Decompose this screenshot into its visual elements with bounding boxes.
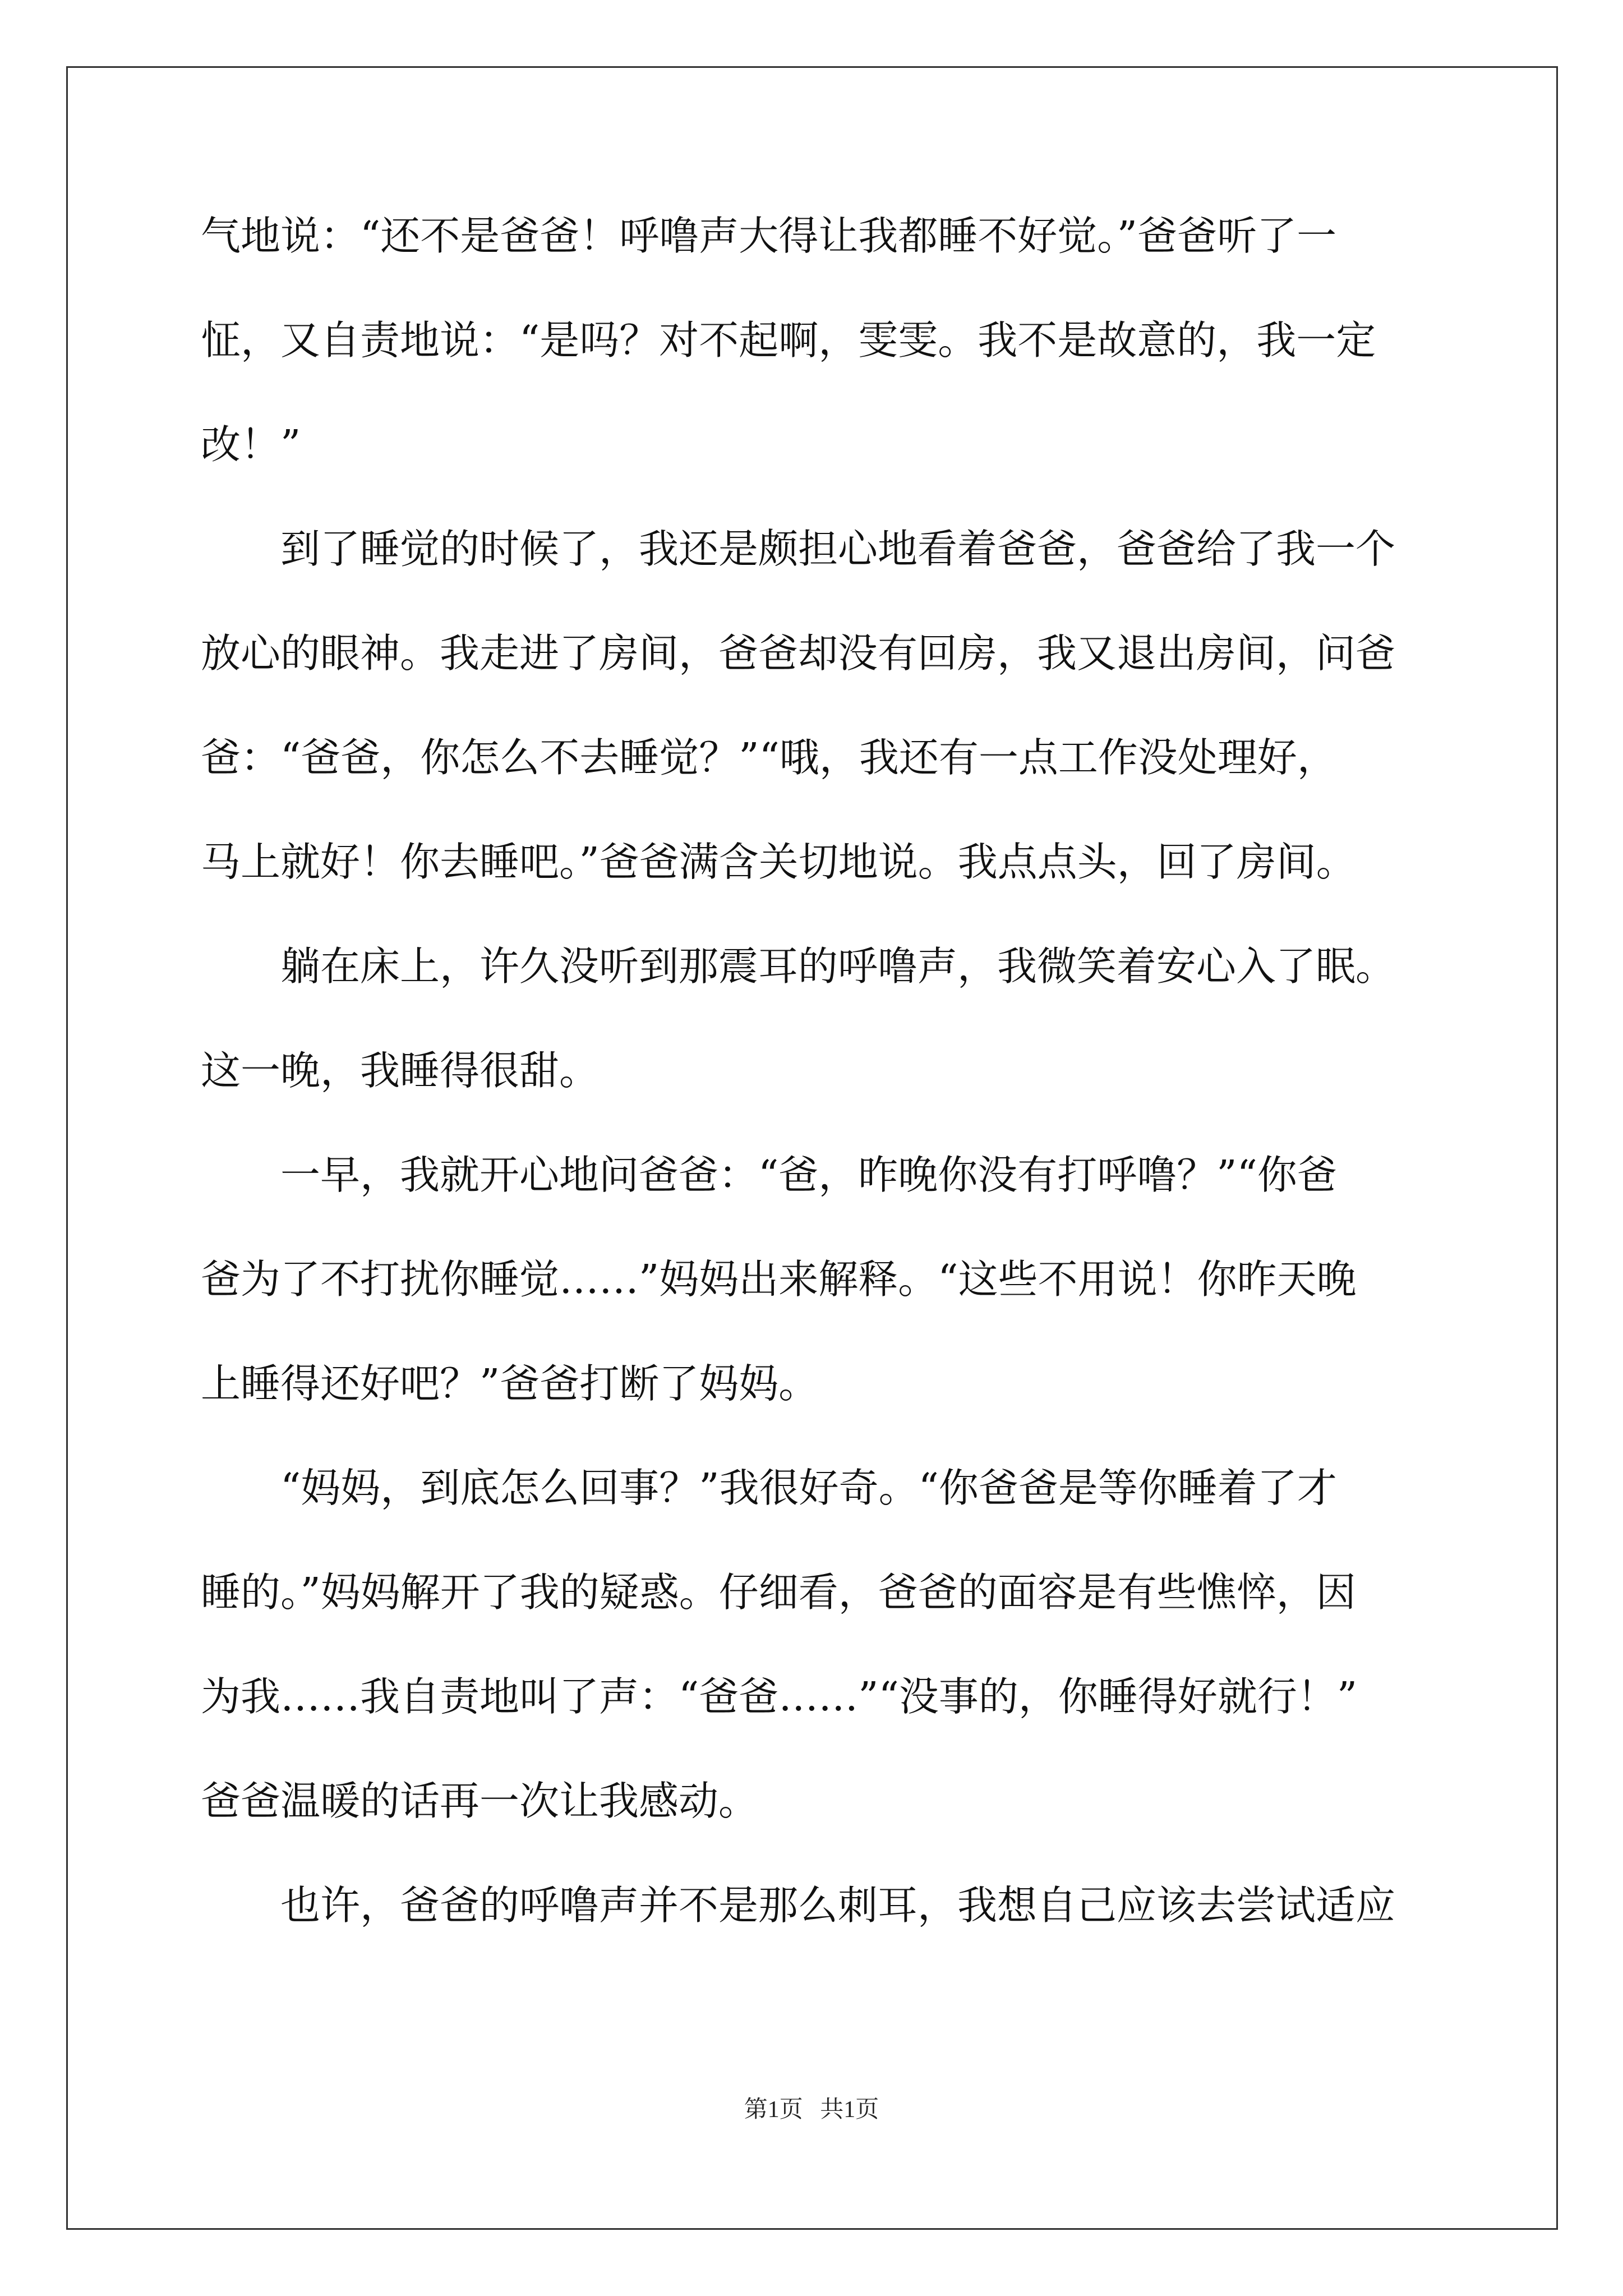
text-line: 也许，爸爸的呼噜声并不是那么刺耳，我想自己应该去尝试适应 xyxy=(201,1882,1396,1929)
text-line: 怔，又自责地说：“是吗？对不起啊，雯雯。我不是故意的，我一定 xyxy=(201,317,1376,364)
text-line: 放心的眼神。我走进了房间，爸爸却没有回房，我又退出房间，问爸 xyxy=(201,630,1396,677)
text-line: 睡的。”妈妈解开了我的疑惑。仔细看，爸爸的面容是有些憔悴，因 xyxy=(201,1569,1356,1616)
page-footer xyxy=(0,2094,1623,2125)
text-line: 躺在床上，许久没听到那震耳的呼噜声，我微笑着安心入了眠。 xyxy=(201,943,1396,990)
text-line: 爸爸温暖的话再一次让我感动。 xyxy=(201,1778,759,1824)
page-total: 共1页 xyxy=(820,2097,879,2123)
text-line: 改！” xyxy=(201,421,301,468)
text-line: 一早，我就开心地问爸爸：“爸，昨晚你没有打呼噜？”“你爸 xyxy=(201,1152,1337,1198)
text-line: 气地说：“还不是爸爸！呼噜声大得让我都睡不好觉。”爸爸听了一 xyxy=(201,213,1337,259)
text-line: “妈妈，到底怎么回事？”我很好奇。“你爸爸是等你睡着了才 xyxy=(201,1465,1337,1511)
text-line: 到了睡觉的时候了，我还是颇担心地看着爸爸，爸爸给了我一个 xyxy=(201,526,1396,572)
text-line: 爸：“爸爸，你怎么不去睡觉？”“哦，我还有一点工作没处理好， xyxy=(201,734,1337,781)
page-number: 第1页 xyxy=(744,2097,803,2123)
text-line: 为我……我自责地叫了声：“爸爸……”“没事的，你睡得好就行！” xyxy=(201,1673,1358,1720)
text-line: 爸为了不打扰你睡觉……”妈妈出来解释。“这些不用说！你昨天晚 xyxy=(201,1256,1357,1303)
text-line: 这一晚，我睡得很甜。 xyxy=(201,1047,600,1094)
text-line: 马上就好！你去睡吧。”爸爸满含关切地说。我点点头，回了房间。 xyxy=(201,839,1356,885)
text-line: 上睡得还好吧？”爸爸打断了妈妈。 xyxy=(201,1360,819,1407)
